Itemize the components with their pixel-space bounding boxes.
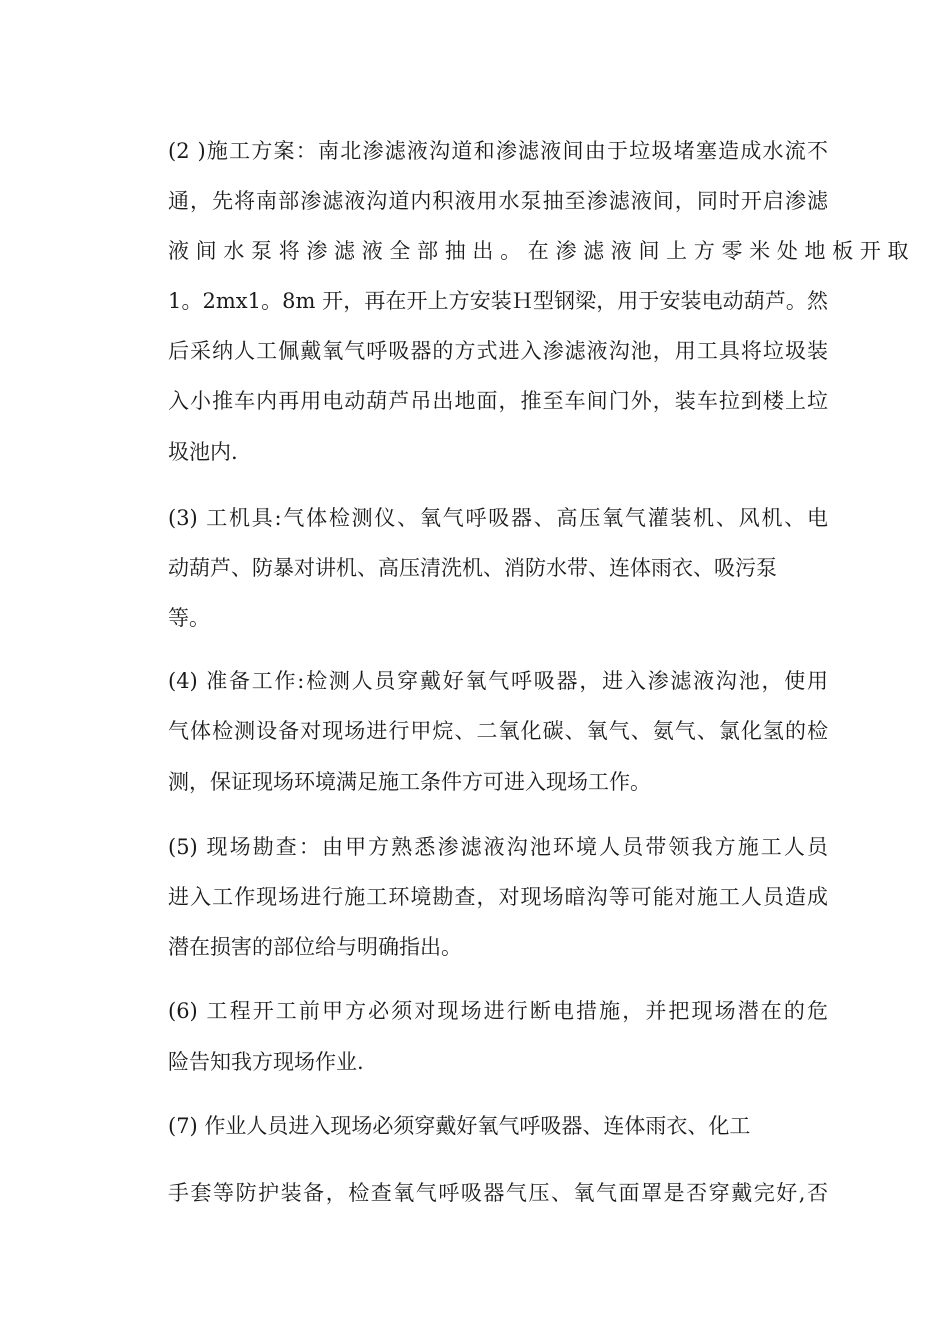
para-2-line-6: 入小推车内再用电动葫芦吊出地面，推至车间门外，装车拉到楼上垃	[168, 389, 828, 413]
para-2-line-3: 液 间 水 泵 将 渗 滤 液 全 部 抽 出 。 在 渗 滤 液 间 上 方 零 米 处 地 板 开 取	[168, 239, 909, 263]
para-7-line-2: 手套等防护装备，检查氧气呼吸器气压、氧气面罩是否穿戴完好,否	[168, 1181, 828, 1205]
para-4-line-2: 气体检测设备对现场进行甲烷、二氧化碳、氧气、氨气、氯化氢的检	[168, 719, 828, 743]
para-5-line-1: (5) 现场勘查：由甲方熟悉渗滤液沟池环境人员带领我方施工人员	[168, 835, 828, 859]
para-7-line-1: (7) 作业人员进入现场必须穿戴好氧气呼吸器、连体雨衣、化工	[168, 1114, 751, 1138]
para-6-line-1: (6) 工程开工前甲方必须对现场进行断电措施，并把现场潜在的危	[168, 999, 828, 1023]
para-2-line-4: 1。2mx1。8m 开，再在开上方安装Ｈ型钢梁，用于安装电动葫芦。然	[168, 289, 828, 313]
para-3-line-3: 等。	[168, 606, 210, 630]
para-5-line-2: 进入工作现场进行施工环境勘查，对现场暗沟等可能对施工人员造成	[168, 885, 828, 909]
para-2-line-5: 后采纳人工佩戴氧气呼吸器的方式进入渗滤液沟池，用工具将垃圾装	[168, 339, 828, 363]
para-2-line-1: (2 )施工方案：南北渗滤液沟道和渗滤液间由于垃圾堵塞造成水流不	[168, 139, 828, 163]
para-3-line-1: (3) 工机具:气体检测仪、氧气呼吸器、高压氧气灌装机、风机、电	[168, 506, 828, 530]
para-4-line-3: 测，保证现场环境满足施工条件方可进入现场工作。	[168, 770, 651, 794]
para-5-line-3: 潜在损害的部位给与明确指出。	[168, 935, 462, 959]
para-2-line-7: 圾池内.	[168, 440, 238, 464]
para-6-line-2: 险告知我方现场作业.	[168, 1050, 364, 1074]
para-2-line-2: 通，先将南部渗滤液沟道内积液用水泵抽至渗滤液间，同时开启渗滤	[168, 189, 828, 213]
para-4-line-1: (4) 准备工作:检测人员穿戴好氧气呼吸器，进入渗滤液沟池，使用	[168, 669, 828, 693]
para-3-line-2: 动葫芦、防暴对讲机、高压清洗机、消防水带、连体雨衣、吸污泵	[168, 556, 777, 580]
